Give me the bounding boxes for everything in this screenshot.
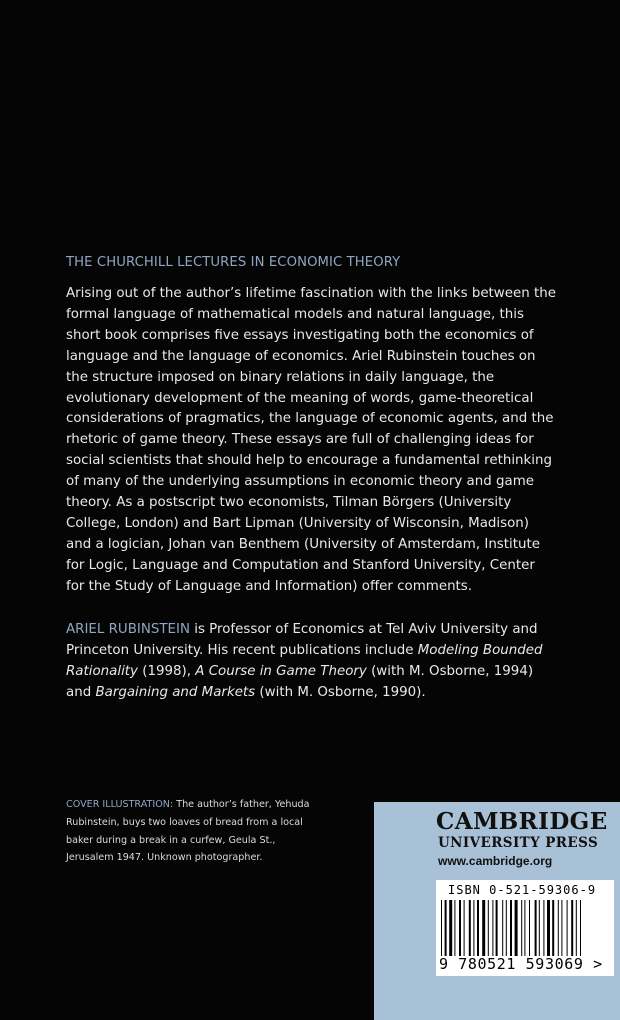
- barcode-bar: [524, 900, 525, 956]
- barcode-bar: [535, 900, 537, 956]
- barcode-bar: [464, 900, 465, 956]
- bio-text-3: (with M. Osborne, 1994) and: [66, 663, 534, 700]
- barcode-bar: [529, 900, 530, 956]
- barcode-bar: [571, 900, 573, 956]
- author-name: ARIEL RUBINSTEIN: [66, 622, 190, 637]
- barcode-bar: [454, 900, 455, 956]
- barcode-bar: [492, 900, 493, 956]
- publisher-panel: [374, 802, 620, 1020]
- cover-illustration-credit: [66, 796, 316, 867]
- barcode-bar: [496, 900, 498, 956]
- book-title-2: A Course in Game Theory: [195, 663, 367, 679]
- barcode-bar: [449, 900, 452, 956]
- barcode-bar: [567, 900, 568, 956]
- barcode-bar: [482, 900, 485, 956]
- barcode-bar: [469, 900, 471, 956]
- barcode-bar: [515, 900, 518, 956]
- barcode-bar: [510, 900, 512, 956]
- cover-illustration-text: The author’s father, Yehuda Rubinstein, buys two loaves of bread from a local baker during a break in a curfew, Geula St., Jerusalem 1947. Unknown photographer.: [66, 799, 310, 864]
- cover-illustration-label: COVER ILLUSTRATION:: [66, 799, 174, 810]
- barcode-bars: [439, 900, 611, 956]
- barcode-bar: [576, 900, 577, 956]
- book-title-1: Modeling Bounded Rationality: [66, 642, 543, 679]
- barcode-bar: [561, 900, 562, 956]
- barcode-bar: [488, 900, 489, 956]
- barcode-bar: [539, 900, 540, 956]
- blurb: [66, 284, 556, 598]
- barcode: [436, 880, 614, 976]
- ean-number: 9 780521 593069 >: [439, 955, 603, 973]
- bio-text-2: (1998),: [137, 663, 196, 679]
- publisher-logo-cambridge: CAMBRIDGE: [436, 808, 608, 835]
- barcode-bar: [547, 900, 550, 956]
- publisher-url: www.cambridge.org: [438, 854, 553, 868]
- series-title: THE CHURCHILL LECTURES IN ECONOMIC THEORY: [66, 255, 401, 270]
- barcode-bar: [580, 900, 581, 956]
- barcode-bar: [473, 900, 474, 956]
- bio-text-1: is Professor of Economics at Tel Aviv University and Princeton University. His recent publications include: [66, 622, 538, 658]
- barcode-bar: [558, 900, 559, 956]
- barcode-bar: [441, 900, 442, 956]
- bio-text-4: (with M. Osborne, 1990).: [255, 684, 426, 700]
- blurb-paragraph: Arising out of the author’s lifetime fascination with the links between the formal language of mathematical models and natural language, this short book comprises five essays investigating both the economics of language and the language of economics. Ariel Rubinstein touches on the structure imposed on binary relations in daily language, the evolutionary development of the meaning of words, game-theoretical considerations of pragmatics, the language of economic agents, and the rhetoric of game theory. These essays are full of challenging ideas for social scientists that should help to encourage a fundamental rethinking of many of the underlying assumptions in economic theory and game theory. As a postscript two economists, Tilman Börgers (University College, London) and Bart Lipman (University of Wisconsin, Madison) and a logician, Johan van Benthem (University of Amsterdam, Institute for Logic, Language and Computation and Stanford University, Center for the Study of Language and Information) offer comments.: [66, 286, 556, 594]
- barcode-bar: [502, 900, 503, 956]
- barcode-bar: [552, 900, 554, 956]
- barcode-bar: [445, 900, 447, 956]
- barcode-bar: [477, 900, 479, 956]
- book-title-3: Bargaining and Markets: [95, 684, 256, 700]
- barcode-bar: [543, 900, 544, 956]
- publisher-logo-university-press: UNIVERSITY PRESS: [438, 835, 599, 851]
- barcode-bar: [459, 900, 461, 956]
- barcode-bar: [506, 900, 507, 956]
- isbn-label: ISBN 0-521-59306-9: [448, 883, 597, 897]
- barcode-bar: [521, 900, 522, 956]
- author-bio: [66, 620, 556, 704]
